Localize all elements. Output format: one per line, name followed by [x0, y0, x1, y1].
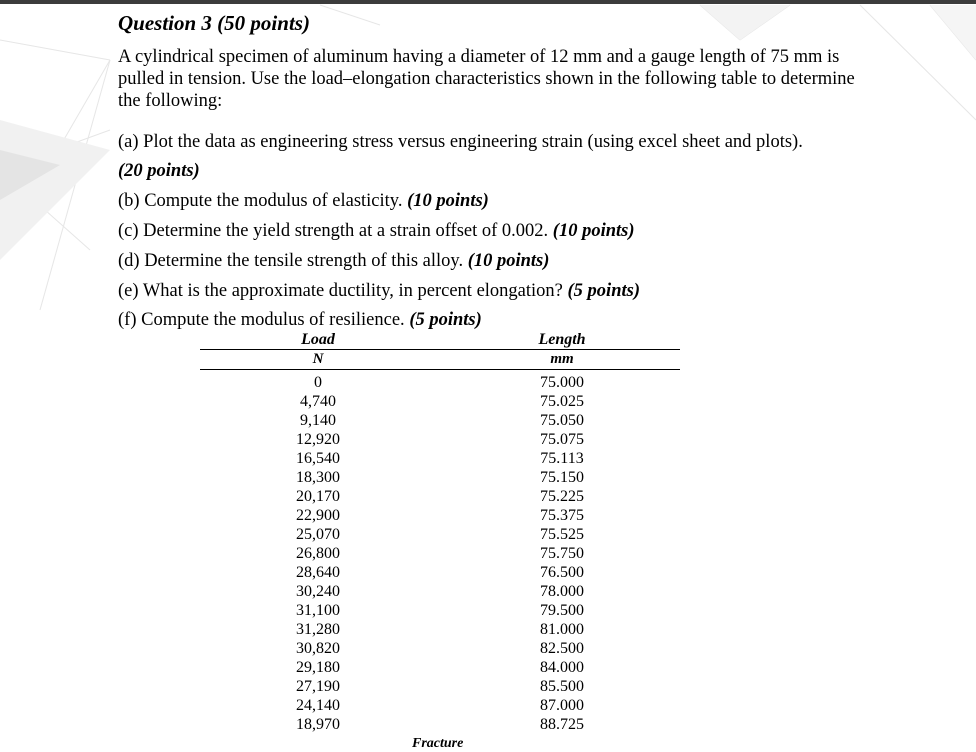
load-cell: 9,140 [300, 412, 336, 429]
window-top-bar [0, 0, 976, 4]
table-rule-top [200, 349, 680, 350]
load-cell: 0 [314, 374, 322, 391]
load-cell: 16,540 [296, 450, 340, 467]
col-load-unit: N [312, 351, 324, 367]
load-cell: 27,190 [296, 678, 340, 695]
load-cell: 4,740 [300, 393, 336, 410]
part-c: (c) Determine the yield strength at a strain offset of 0.002. (10 points) [118, 221, 635, 241]
load-cell: 25,070 [296, 526, 340, 543]
load-cell: 29,180 [296, 659, 340, 676]
length-cell: 82.500 [540, 640, 584, 657]
load-cell: 20,170 [296, 488, 340, 505]
part-e: (e) What is the approximate ductility, in percent elongation? (5 points) [118, 281, 640, 301]
length-cell: 75.150 [540, 469, 584, 486]
length-cell: 75.525 [540, 526, 584, 543]
col-length-unit: mm [550, 351, 574, 367]
load-cell: 31,280 [296, 621, 340, 638]
question-intro: A cylindrical specimen of aluminum having a diameter of 12 mm and a gauge length of 75 mm is pulled in tension. Use the load–elongation characteristics shown in the following table to determine the following: [118, 47, 855, 111]
length-cell: 75.225 [540, 488, 584, 505]
load-cell: 12,920 [296, 431, 340, 448]
load-cell: 30,820 [296, 640, 340, 657]
length-cell: 75.075 [540, 431, 584, 448]
length-cell: 75.000 [540, 374, 584, 391]
length-cell: 88.725 [540, 716, 584, 733]
length-cell: 75.750 [540, 545, 584, 562]
document-page [118, 8, 918, 330]
load-cell: 31,100 [296, 602, 340, 619]
part-b: (b) Compute the modulus of elasticity. (10 points) [118, 191, 489, 211]
length-cell: 87.000 [540, 697, 584, 714]
length-cell: 81.000 [540, 621, 584, 638]
length-cell: 84.000 [540, 659, 584, 676]
length-cell: 78.000 [540, 583, 584, 600]
col-load-header: Load [301, 331, 335, 348]
length-cell: 85.500 [540, 678, 584, 695]
load-cell: 30,240 [296, 583, 340, 600]
part-d: (d) Determine the tensile strength of this alloy. (10 points) [118, 251, 550, 271]
length-cell: 79.500 [540, 602, 584, 619]
length-column [502, 373, 622, 734]
part-f: (f) Compute the modulus of resilience. (5 points) [118, 310, 482, 330]
load-cell: 26,800 [296, 545, 340, 562]
load-column [258, 373, 378, 734]
length-cell: 75.050 [540, 412, 584, 429]
load-cell: 28,640 [296, 564, 340, 581]
length-cell: 76.500 [540, 564, 584, 581]
col-length-header: Length [538, 331, 586, 348]
load-cell: 18,970 [296, 716, 340, 733]
length-cell: 75.113 [540, 450, 584, 467]
part-a: (a) Plot the data as engineering stress versus engineering strain (using excel sheet and plots). [118, 132, 803, 152]
load-cell: 22,900 [296, 507, 340, 524]
question-title: Question 3 (50 points) [118, 11, 310, 35]
length-cell: 75.375 [540, 507, 584, 524]
length-cell: 75.025 [540, 393, 584, 410]
part-a-points: (20 points) [118, 161, 200, 181]
fracture-label: Fracture [412, 736, 464, 751]
load-cell: 24,140 [296, 697, 340, 714]
load-cell: 18,300 [296, 469, 340, 486]
table-rule-bottom [200, 369, 680, 370]
